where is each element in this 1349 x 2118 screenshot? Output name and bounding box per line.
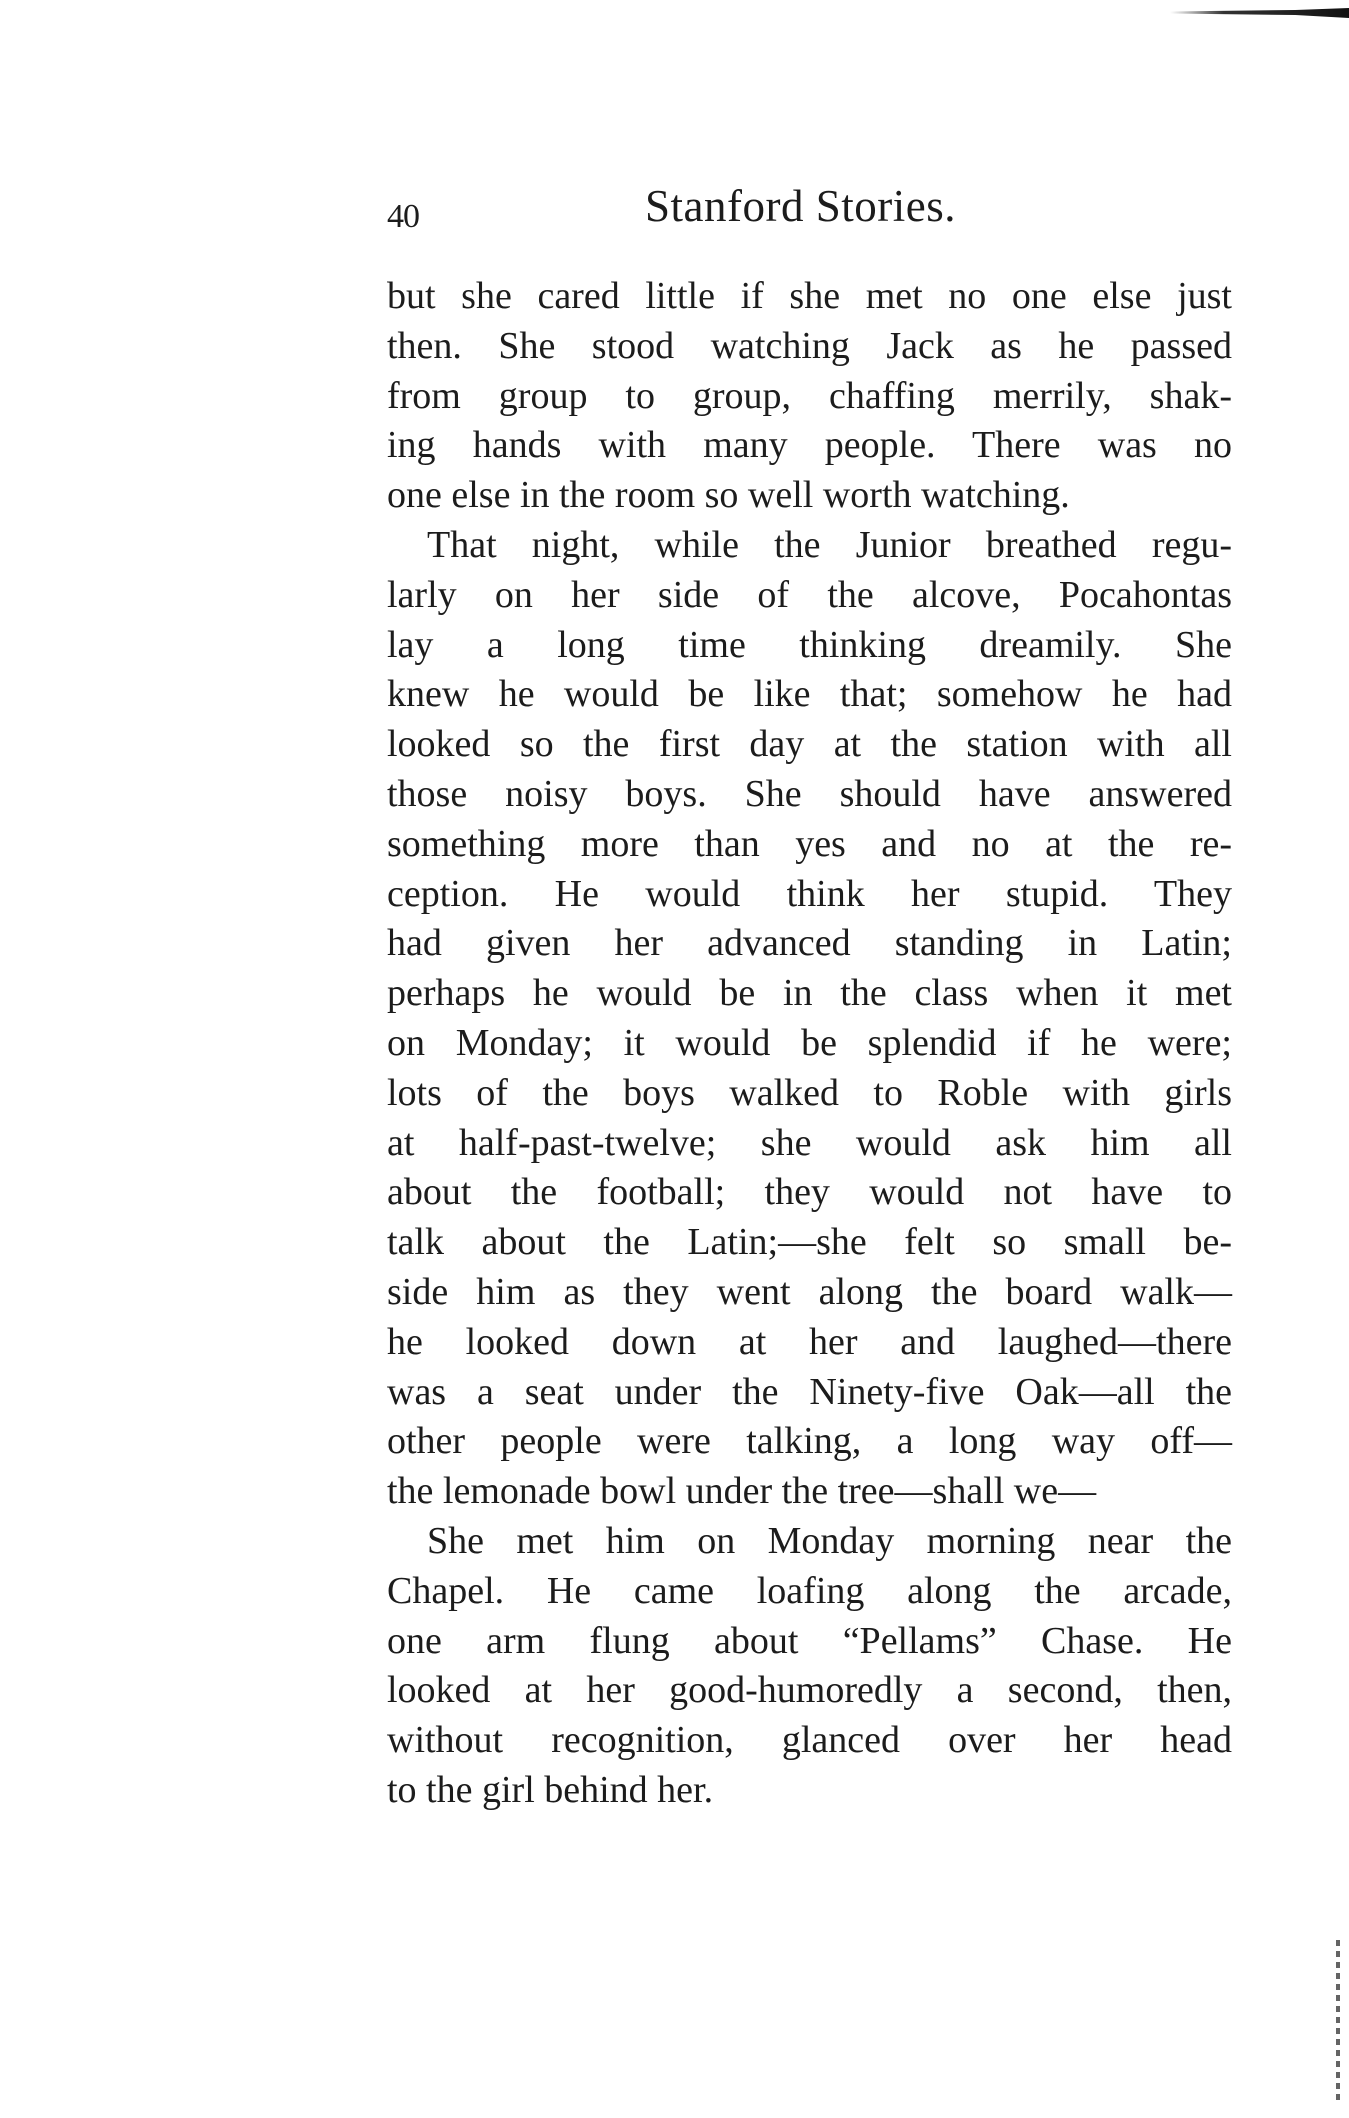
- text-line: then. She stood watching Jack as he passed: [387, 324, 1232, 367]
- page-header: [387, 180, 1237, 250]
- scan-edge-mark: [1170, 8, 1349, 18]
- text-line: Chapel. He came loafing along the arcade,: [387, 1569, 1232, 1612]
- text-line: lay a long time thinking dreamily. She: [387, 623, 1232, 666]
- text-line: from group to group, chaffing merrily, shak-: [387, 374, 1232, 417]
- text-line: ing hands with many people. There was no: [387, 424, 1232, 467]
- text-line: larly on her side of the alcove, Pocahontas: [387, 573, 1232, 616]
- text-line: at half-past-twelve; she would ask him all: [387, 1121, 1232, 1164]
- text-line: one else in the room so well worth watching.: [387, 474, 1070, 517]
- text-line: had given her advanced standing in Latin;: [387, 922, 1232, 965]
- running-title: Stanford Stories.: [645, 181, 956, 231]
- text-line: but she cared little if she met no one else just: [387, 275, 1232, 317]
- text-line: was a seat under the Ninety-five Oak—all the: [387, 1370, 1232, 1413]
- text-line: the lemonade bowl under the tree—shall we—: [387, 1470, 1097, 1513]
- scan-edge-mark-right: [1336, 1940, 1340, 2100]
- text-line: those noisy boys. She should have answered: [387, 772, 1232, 815]
- page-number: 40: [387, 198, 419, 235]
- text-line: about the football; they would not have to: [387, 1171, 1232, 1214]
- text-line: perhaps he would be in the class when it met: [387, 972, 1232, 1015]
- text-line: She met him on Monday morning near the: [427, 1519, 1232, 1562]
- text-line: on Monday; it would be splendid if he were;: [387, 1021, 1232, 1064]
- paragraph-3: [387, 1517, 1232, 1816]
- body-text: [387, 272, 1232, 1816]
- paragraph-2: [387, 521, 1232, 1517]
- paragraph-1: [387, 272, 1232, 521]
- text-line: talk about the Latin;—she felt so small be-: [387, 1221, 1232, 1264]
- text-line: looked at her good-humoredly a second, then,: [387, 1669, 1232, 1712]
- text-line: side him as they went along the board walk—: [387, 1270, 1232, 1313]
- text-line: something more than yes and no at the re-: [387, 822, 1232, 865]
- text-line: without recognition, glanced over her head: [387, 1719, 1232, 1762]
- text-line: knew he would be like that; somehow he had: [387, 673, 1232, 716]
- text-line: That night, while the Junior breathed regu-: [427, 523, 1232, 566]
- text-line: lots of the boys walked to Roble with girls: [387, 1071, 1232, 1114]
- text-line: one arm flung about “Pellams” Chase. He: [387, 1619, 1232, 1662]
- text-line: he looked down at her and laughed—there: [387, 1320, 1232, 1363]
- text-line: ception. He would think her stupid. They: [387, 872, 1232, 915]
- text-line: to the girl behind her.: [387, 1768, 714, 1811]
- text-line: other people were talking, a long way off—: [387, 1420, 1232, 1463]
- text-line: looked so the first day at the station with all: [387, 723, 1232, 766]
